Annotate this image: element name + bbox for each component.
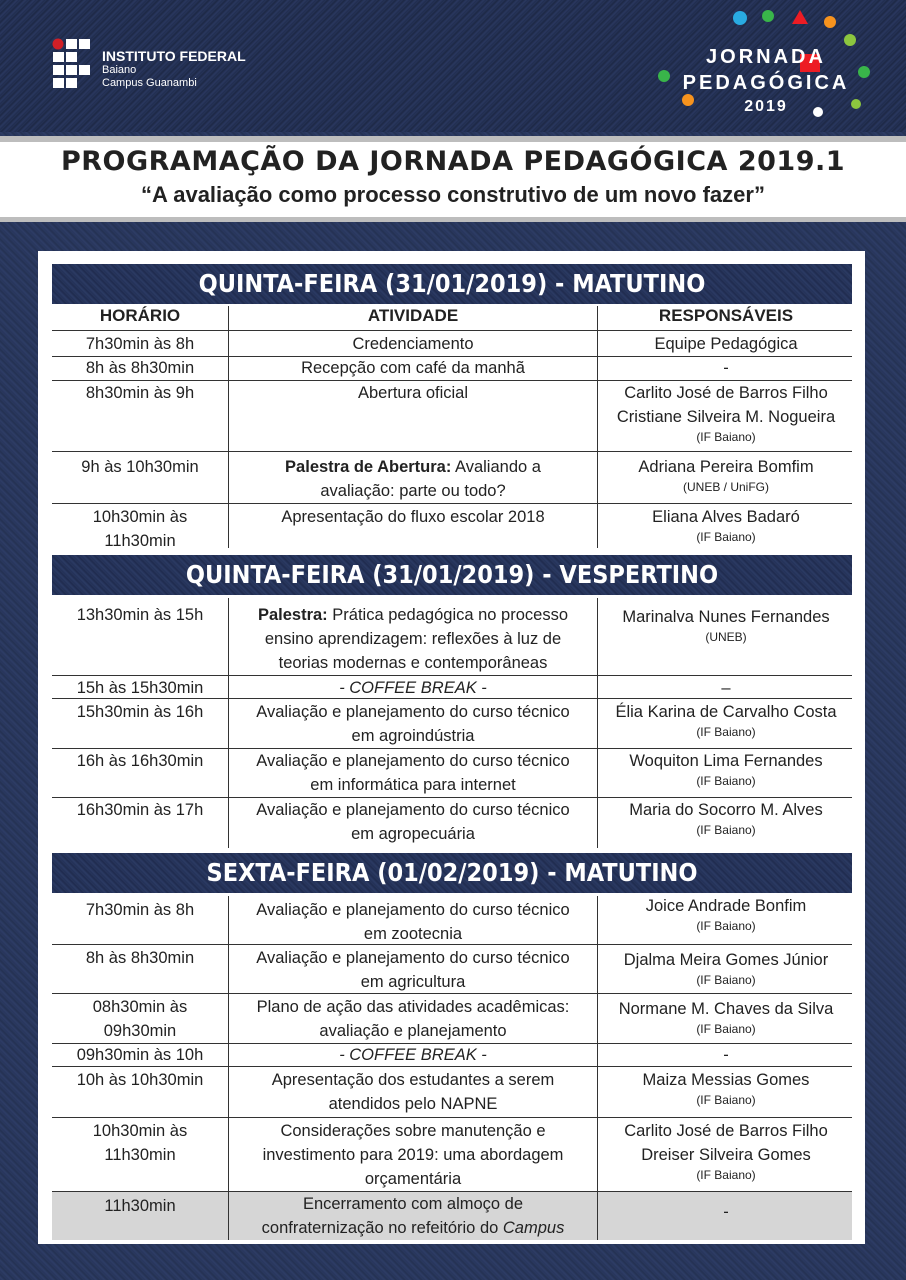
responsible-cell: [600, 1119, 852, 1183]
responsible-cell: [600, 798, 852, 838]
activity-label: Palestra:: [257, 606, 328, 624]
responsible-name: Djalma Meira Gomes Júnior: [623, 951, 829, 969]
responsible-name: Adriana Pereira Bomfim: [638, 458, 814, 476]
responsible-name: Marinalva Nunes Fernandes: [622, 608, 830, 626]
time-cell: 9h às 10h30min: [81, 458, 199, 476]
time-cell: 08h30min às 09h30min: [92, 998, 188, 1040]
responsible-org: (IF Baiano): [696, 430, 756, 444]
activity-cell: Apresentação do fluxo escolar 2018: [281, 508, 545, 526]
activity-cell: Palestra de Abertura: Avaliando a avaliação: parte ou todo?: [285, 458, 541, 500]
responsible-name: Woquiton Lima Fernandes: [629, 752, 823, 770]
page-title: PROGRAMAÇÃO DA JORNADA PEDAGÓGICA 2019.1: [60, 146, 846, 177]
responsible-cell: [600, 505, 852, 545]
responsible-cell: [600, 948, 852, 988]
responsible-cell: Equipe Pedagógica: [654, 335, 798, 353]
responsible-name: Normane M. Chaves da Silva: [618, 1000, 834, 1018]
row-divider: [52, 330, 852, 331]
event-badge: [650, 8, 882, 126]
section-header-thursday-morning: QUINTA-FEIRA (31/01/2019) - MATUTINO: [52, 264, 852, 304]
row-divider: [52, 451, 852, 452]
activity-cell: Credenciamento: [352, 335, 474, 353]
activity-cell: - COFFEE BREAK -: [339, 1046, 487, 1064]
responsible-org: (IF Baiano): [696, 823, 756, 837]
activity-cell: Avaliação e planejamento do curso técnico em agricultura: [256, 949, 570, 991]
responsible-org: (IF Baiano): [696, 973, 756, 987]
column-divider: [228, 598, 229, 848]
column-divider: [597, 306, 598, 548]
time-cell: 16h às 16h30min: [76, 752, 204, 770]
time-cell: 11h30min: [104, 1197, 176, 1215]
time-cell: 8h30min às 9h: [85, 384, 195, 402]
responsible-org: (IF Baiano): [696, 919, 756, 933]
column-divider: [228, 306, 229, 548]
responsible-cell: [600, 749, 852, 789]
responsible-cell: [600, 700, 852, 740]
activity-cell: Avaliação e planejamento do curso técnico em informática para internet: [256, 752, 570, 794]
responsible-cell: [600, 997, 852, 1037]
activity-cell: Apresentação dos estudantes a serem atendidos pelo NAPNE: [271, 1071, 555, 1113]
column-divider: [597, 896, 598, 1240]
if-logo-icon: [52, 38, 96, 94]
responsible-name: Cristiane Silveira M. Nogueira: [616, 408, 836, 426]
time-cell: 16h30min às 17h: [76, 801, 204, 819]
column-divider: [597, 598, 598, 848]
activity-cell: Encerramento com almoço de confraternização no refeitório do Campus: [261, 1195, 565, 1237]
activity-cell: Recepção com café da manhã: [301, 359, 525, 377]
column-header-time: HORÁRIO: [99, 306, 181, 325]
section-header-thursday-afternoon: QUINTA-FEIRA (31/01/2019) - VESPERTINO: [52, 555, 852, 595]
time-cell: 10h30min às 11h30min: [92, 1122, 188, 1164]
activity-cell: Palestra: Prática pedagógica no processo ensino aprendizagem: reflexões à luz de teorias modernas e contemporâneas: [257, 606, 569, 672]
responsible-org: (IF Baiano): [696, 1022, 756, 1036]
time-cell: 13h30min às 15h: [76, 606, 204, 624]
column-divider: [228, 896, 229, 1240]
institution-name: INSTITUTO FEDERAL Baiano Campus Guanambi: [102, 48, 246, 89]
activity-cell: Avaliação e planejamento do curso técnico em agropecuária: [256, 801, 570, 843]
responsible-org: (IF Baiano): [696, 725, 756, 739]
responsible-org: (UNEB / UniFG): [682, 480, 769, 494]
responsible-org: (IF Baiano): [696, 530, 756, 544]
responsible-org: (IF Baiano): [696, 774, 756, 788]
responsible-org: (UNEB): [705, 630, 747, 644]
responsible-org: (IF Baiano): [696, 1168, 756, 1182]
page-subtitle: “A avaliação como processo construtivo de um novo fazer”: [141, 182, 765, 207]
responsible-name: Joice Andrade Bonfim: [645, 897, 807, 915]
badge-title-2: PEDAGÓGICA: [682, 72, 850, 94]
responsible-cell: [600, 894, 852, 934]
responsible-name: Dreiser Silveira Gomes: [641, 1146, 811, 1164]
responsible-name: Carlito José de Barros Filho: [624, 384, 828, 402]
responsible-name: Maiza Messias Gomes: [642, 1071, 810, 1089]
time-cell: 10h30min às 11h30min: [92, 508, 188, 550]
badge-title-1: JORNADA: [706, 46, 826, 68]
section-header-friday-morning: SEXTA-FEIRA (01/02/2019) - MATUTINO: [52, 853, 852, 893]
row-divider: [52, 503, 852, 504]
badge-year: 2019: [744, 98, 788, 115]
responsible-cell: [600, 455, 852, 495]
activity-cell: - COFFEE BREAK -: [339, 679, 487, 697]
activity-cell: Avaliação e planejamento do curso técnico em agroindústria: [256, 703, 570, 745]
activity-cell: Avaliação e planejamento do curso técnico em zootecnia: [256, 901, 570, 943]
activity-cell: Plano de ação das atividades acadêmicas: avaliação e planejamento: [256, 998, 570, 1040]
responsible-cell: [600, 605, 852, 645]
time-cell: 8h às 8h30min: [85, 949, 195, 967]
activity-cell: Considerações sobre manutenção e investimento para 2019: uma abordagem orçamentária: [262, 1122, 564, 1188]
responsible-cell: -: [723, 1046, 729, 1064]
column-header-activity: ATIVIDADE: [367, 306, 459, 325]
time-cell: 15h30min às 16h: [76, 703, 204, 721]
time-cell: 7h30min às 8h: [85, 335, 195, 353]
activity-label: Palestra de Abertura:: [285, 458, 452, 476]
time-cell: 09h30min às 10h: [76, 1046, 204, 1064]
responsible-cell: [600, 1068, 852, 1108]
time-cell: 15h às 15h30min: [76, 679, 204, 697]
time-cell: 10h às 10h30min: [76, 1071, 204, 1089]
column-header-responsible: RESPONSÁVEIS: [658, 306, 794, 325]
responsible-name: Eliana Alves Badaró: [652, 508, 800, 526]
responsible-name: Maria do Socorro M. Alves: [629, 801, 823, 819]
responsible-cell: -: [723, 1203, 729, 1221]
activity-cell: Abertura oficial: [357, 384, 469, 402]
responsible-cell: –: [721, 679, 731, 697]
responsible-org: (IF Baiano): [696, 1093, 756, 1107]
responsible-cell: [600, 381, 852, 445]
row-divider: [52, 1117, 852, 1118]
time-cell: 8h às 8h30min: [85, 359, 195, 377]
responsible-name: Élia Karina de Carvalho Costa: [615, 703, 837, 721]
responsible-cell: -: [723, 359, 729, 377]
responsible-name: Carlito José de Barros Filho: [624, 1122, 828, 1140]
time-cell: 7h30min às 8h: [85, 901, 195, 919]
